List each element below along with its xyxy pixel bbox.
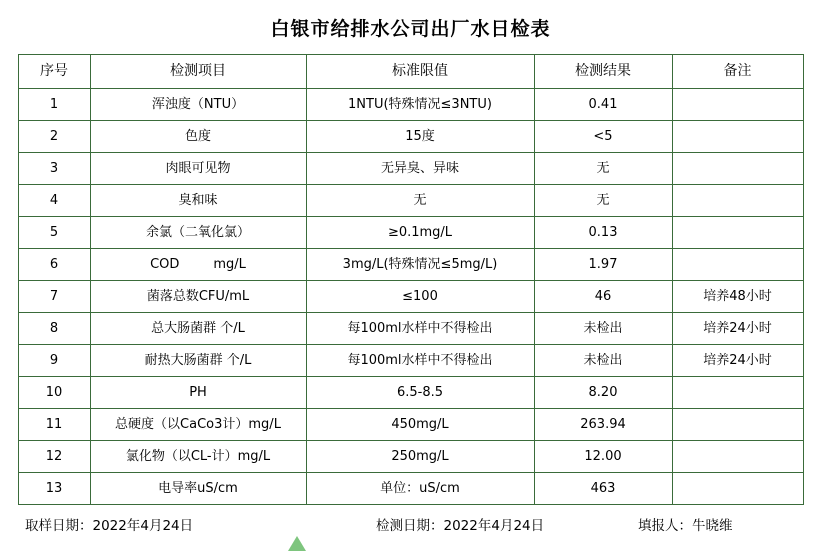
table-row <box>18 153 803 185</box>
cell-item: 氯化物（以CL-计）mg/L <box>90 441 306 473</box>
cell-item: 总大肠菌群 个/L <box>90 313 306 345</box>
cell-result: 46 <box>534 281 672 313</box>
column-header-no: 序号 <box>18 55 90 89</box>
sample-date: 取样日期：2022年4月24日 <box>25 518 194 534</box>
footer <box>18 514 803 536</box>
cell-limit: ≥0.1mg/L <box>306 217 534 249</box>
table-row <box>18 377 803 409</box>
cell-result: 263.94 <box>534 409 672 441</box>
column-header-item: 检测项目 <box>90 55 306 89</box>
cell-item: 肉眼可见物 <box>90 153 306 185</box>
cell-result: <5 <box>534 121 672 153</box>
cell-no: 10 <box>18 377 90 409</box>
cell-no: 3 <box>18 153 90 185</box>
cell-item: 臭和味 <box>90 185 306 217</box>
cell-item-label: COD <box>150 256 180 272</box>
cell-limit: 无异臭、异味 <box>306 153 534 185</box>
cell-remark <box>672 377 803 409</box>
cell-remark <box>672 153 803 185</box>
cell-result: 8.20 <box>534 377 672 409</box>
cell-no: 1 <box>18 89 90 121</box>
table-row <box>18 345 803 377</box>
cell-result: 未检出 <box>534 345 672 377</box>
cell-remark: 培养48小时 <box>672 281 803 313</box>
column-header-result: 检测结果 <box>534 55 672 89</box>
cell-remark <box>672 89 803 121</box>
cell-no: 11 <box>18 409 90 441</box>
table-row <box>18 409 803 441</box>
cell-item: 色度 <box>90 121 306 153</box>
cell-no: 2 <box>18 121 90 153</box>
cell-item <box>90 249 306 281</box>
cell-result: 无 <box>534 185 672 217</box>
cell-limit: 1NTU(特殊情况≤3NTU) <box>306 89 534 121</box>
test-date: 检测日期：2022年4月24日 <box>376 518 545 534</box>
cell-item: 菌落总数CFU/mL <box>90 281 306 313</box>
cell-item: PH <box>90 377 306 409</box>
cell-result: 无 <box>534 153 672 185</box>
cell-limit: 6.5-8.5 <box>306 377 534 409</box>
page-title: 白银市给排水公司出厂水日检表 <box>270 18 551 40</box>
cell-no: 8 <box>18 313 90 345</box>
table-row <box>18 121 803 153</box>
filler-name: 填报人：牛晓维 <box>638 518 733 534</box>
cell-remark: 培养24小时 <box>672 313 803 345</box>
cell-remark <box>672 121 803 153</box>
cell-no: 9 <box>18 345 90 377</box>
cell-item: 余氯（二氧化氯） <box>90 217 306 249</box>
triangle-marker-icon <box>288 536 306 551</box>
cell-remark <box>672 249 803 281</box>
cell-remark <box>672 185 803 217</box>
cell-limit: 无 <box>306 185 534 217</box>
cell-no: 13 <box>18 473 90 505</box>
cell-result: 1.97 <box>534 249 672 281</box>
cell-no: 4 <box>18 185 90 217</box>
table-row <box>18 89 803 121</box>
cell-no: 12 <box>18 441 90 473</box>
cell-result: 0.13 <box>534 217 672 249</box>
cell-remark <box>672 473 803 505</box>
table-row <box>18 441 803 473</box>
cell-item: 电导率uS/cm <box>90 473 306 505</box>
cell-limit: 每100ml水样中不得检出 <box>306 345 534 377</box>
table-row <box>18 185 803 217</box>
table-row <box>18 281 803 313</box>
table-row <box>18 313 803 345</box>
cell-limit: 每100ml水样中不得检出 <box>306 313 534 345</box>
cell-limit: 15度 <box>306 121 534 153</box>
cell-remark <box>672 409 803 441</box>
table-header-row <box>18 55 803 89</box>
cell-item-unit: mg/L <box>213 256 246 272</box>
cell-limit: 450mg/L <box>306 409 534 441</box>
cell-result: 12.00 <box>534 441 672 473</box>
cell-result: 未检出 <box>534 313 672 345</box>
cell-limit: 3mg/L(特殊情况≤5mg/L) <box>306 249 534 281</box>
cell-no: 5 <box>18 217 90 249</box>
cell-result: 0.41 <box>534 89 672 121</box>
table-row <box>18 217 803 249</box>
cell-limit: 单位：uS/cm <box>306 473 534 505</box>
cell-item: 耐热大肠菌群 个/L <box>90 345 306 377</box>
cell-no: 7 <box>18 281 90 313</box>
cell-result: 463 <box>534 473 672 505</box>
table-row <box>18 473 803 505</box>
cell-item: 总硬度（以CaCo3计）mg/L <box>90 409 306 441</box>
cell-remark: 培养24小时 <box>672 345 803 377</box>
cell-limit: 250mg/L <box>306 441 534 473</box>
cell-limit: ≤100 <box>306 281 534 313</box>
cell-remark <box>672 441 803 473</box>
cell-no: 6 <box>18 249 90 281</box>
column-header-remark: 备注 <box>672 55 803 89</box>
table-row <box>18 249 803 281</box>
column-header-limit: 标准限值 <box>306 55 534 89</box>
water-quality-table <box>18 54 804 505</box>
cell-remark <box>672 217 803 249</box>
cell-item: 浑浊度（NTU） <box>90 89 306 121</box>
